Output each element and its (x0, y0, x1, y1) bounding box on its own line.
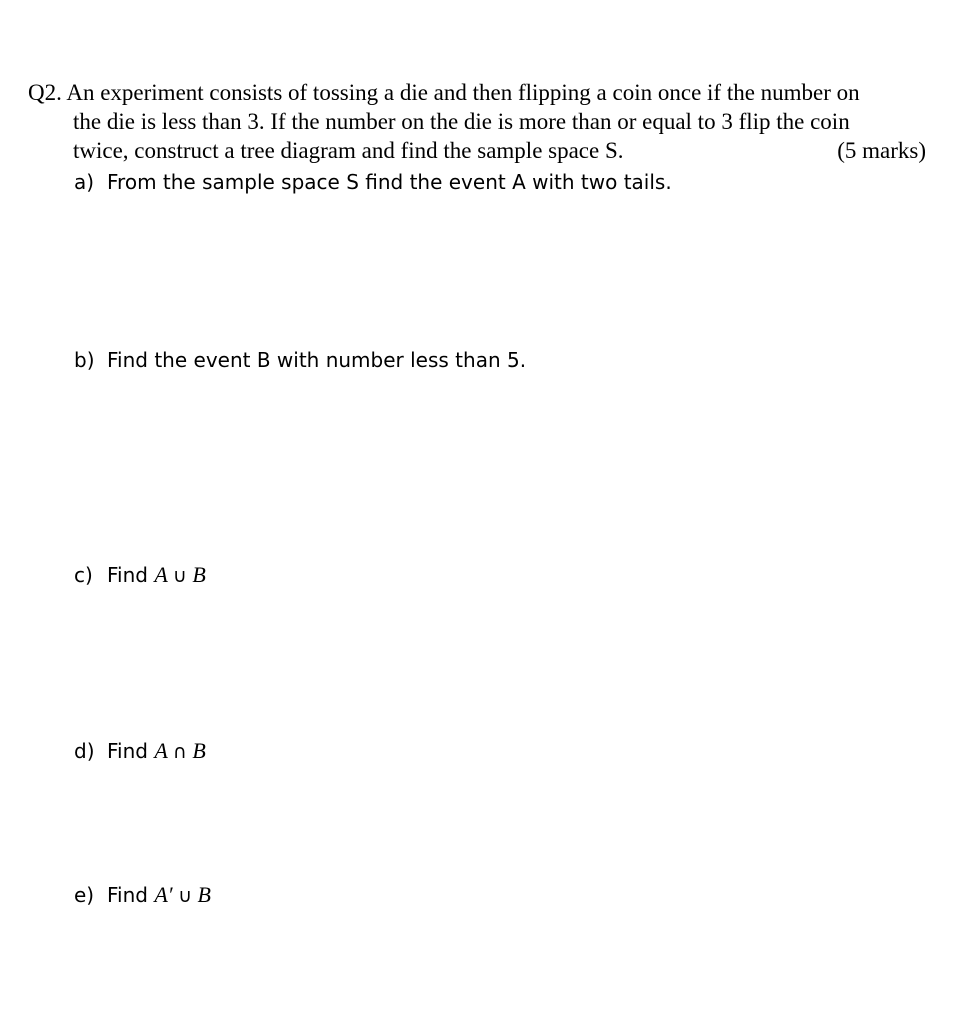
part-d-expression (154, 738, 205, 763)
part-e-label: e) (74, 883, 95, 907)
part-d (74, 738, 206, 765)
question-text-line-3: twice, construct a tree diagram and find the sample space S. (73, 138, 624, 163)
part-e-set-b: B (197, 882, 211, 907)
part-a (74, 169, 672, 195)
question-text-line-1: An experiment consists of tossing a die and then flipping a coin once if the number on (66, 80, 860, 105)
part-c-text: Find (107, 563, 148, 587)
part-c-set-b: B (192, 562, 206, 587)
part-e-set-a-complement: A′ (154, 882, 173, 907)
question-text-line-2: the die is less than 3. If the number on the die is more than or equal to 3 flip the coin (73, 109, 850, 134)
part-d-label: d) (74, 739, 95, 763)
part-c-set-a: A (154, 562, 168, 587)
union-operator: ∪ (172, 565, 187, 587)
union-operator: ∪ (178, 885, 193, 907)
part-e-text: Find (107, 883, 148, 907)
question-block (28, 78, 950, 165)
part-c-expression (154, 562, 205, 587)
question-line-3 (28, 136, 950, 165)
marks-label: (5 marks) (837, 138, 926, 163)
question-line-2 (28, 107, 950, 136)
part-d-set-a: A (154, 738, 168, 763)
part-d-text: Find (107, 739, 148, 763)
part-b-label: b) (74, 348, 95, 372)
part-b-text: Find the event B with number less than 5. (107, 348, 527, 372)
part-e (74, 882, 211, 909)
intersection-operator: ∩ (172, 741, 187, 763)
part-a-label: a) (74, 170, 95, 194)
part-c-label: c) (74, 563, 93, 587)
question-number: Q2. (28, 80, 62, 105)
part-d-set-b: B (192, 738, 206, 763)
part-e-expression (154, 882, 211, 907)
part-c (74, 562, 206, 589)
question-line-1 (28, 78, 950, 107)
part-b (74, 347, 526, 373)
part-a-text: From the sample space S find the event A with two tails. (107, 170, 672, 194)
